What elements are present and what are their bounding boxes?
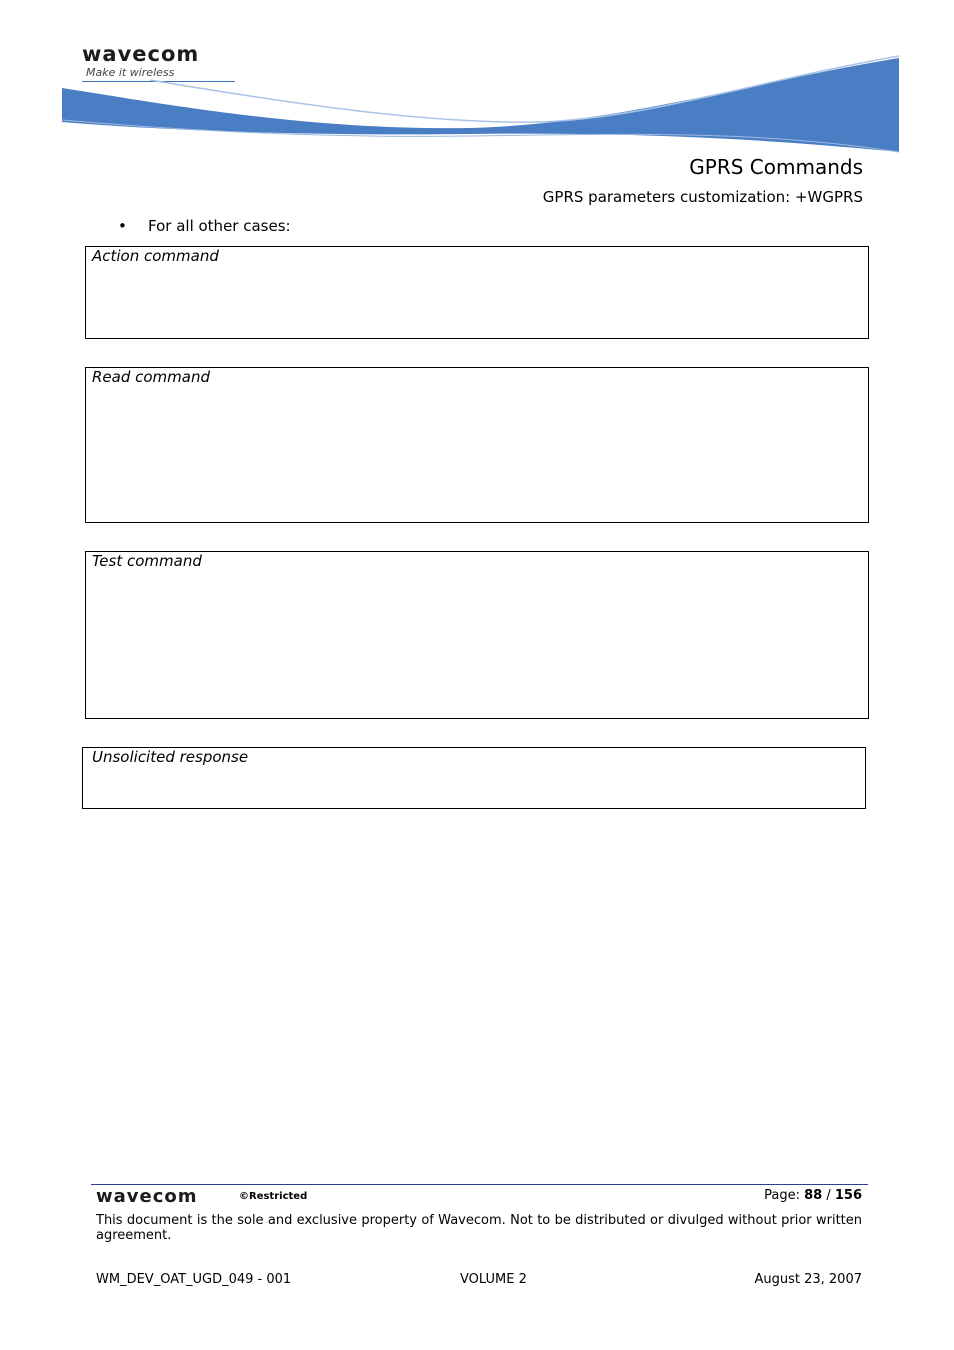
page-separator: /	[826, 1188, 831, 1203]
bullet-item	[118, 217, 291, 235]
unsolicited-response-label: Unsolicited response	[92, 748, 249, 766]
test-command-box	[85, 551, 869, 719]
footer-doc-id: WM_DEV_OAT_UGD_049 - 001	[96, 1272, 292, 1287]
wavecom-logo: wavecom	[82, 42, 200, 66]
section-subtitle: GPRS parameters customization: +WGPRS	[542, 188, 863, 206]
unsolicited-response-box	[82, 747, 866, 809]
action-command-box	[85, 246, 869, 339]
bullet-icon: •	[118, 217, 127, 235]
footer-notice: This document is the sole and exclusive property of Wavecom. Not to be distributed or divulged without prior written agreement.	[96, 1213, 862, 1243]
footer-wavecom-logo: wavecom	[96, 1186, 198, 1207]
footer-volume: VOLUME 2	[460, 1272, 527, 1287]
read-command-label: Read command	[92, 368, 211, 386]
footer-rule	[91, 1184, 868, 1185]
header-wave-graphic	[0, 50, 954, 160]
page-total: 156	[834, 1188, 862, 1203]
read-command-box	[85, 367, 869, 523]
footer-date: August 23, 2007	[754, 1272, 862, 1287]
bullet-text: For all other cases:	[148, 217, 291, 235]
section-title: GPRS Commands	[689, 155, 863, 179]
logo-tagline: Make it wireless	[86, 66, 175, 79]
footer-restricted: ©Restricted	[239, 1191, 308, 1202]
page-label: Page:	[764, 1188, 800, 1203]
test-command-label: Test command	[92, 552, 202, 570]
page-current: 88	[804, 1188, 823, 1203]
page-number	[764, 1188, 862, 1203]
action-command-label: Action command	[92, 247, 219, 265]
